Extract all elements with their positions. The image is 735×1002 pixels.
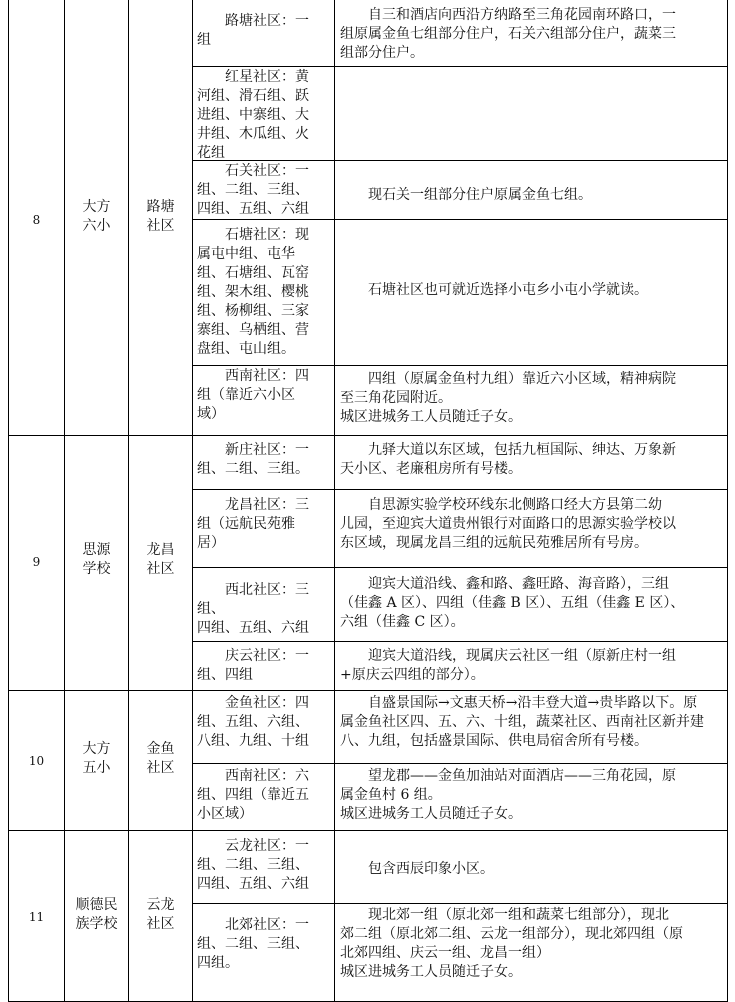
zone-description: 望龙郡——金鱼加油站对面酒店——三角花园，原 属金鱼村 6 组。 城区进城务工人员随迁子女。 — [340, 768, 676, 822]
zone-description: 四组（原属金鱼村九组）靠近六小区域，精神病院 至三角花园附近。 城区进城务工人员随迁子女。 — [340, 371, 676, 425]
zone-description: 九驿大道以东区域，包括九桓国际、绅达、万象新 天小区、老廉租房所有号楼。 — [340, 442, 676, 477]
row-divider — [192, 763, 728, 764]
sub-community: 西南社区：六 组、四组（靠近五 小区域） — [197, 768, 309, 822]
table-border-col2 — [128, 0, 129, 1002]
sub-community: 红星社区：黄 河组、滑石组、跃 进组、中寨组、大 井组、木瓜组、火 花组 — [197, 69, 309, 161]
sub-community: 新庄社区：一 组、二组、三组。 — [197, 442, 309, 477]
school-name: 大方 五小 — [82, 741, 111, 776]
zone-description: 包含西辰印象小区。 — [368, 861, 494, 877]
row-divider — [192, 641, 728, 642]
zone-description: 现北郊一组（原北郊一组和蔬菜七组部分），现北 郊二组（原北郊二组、云龙一组部分），现北郊四组（原 北郊四组、庆云一组、龙昌一组） 城区进城务工人员随迁子女。 — [340, 907, 683, 980]
row-divider — [192, 365, 728, 366]
zone-description: 迎宾大道沿线，现属庆云社区一组（原新庄村一组 +原庆云四组的部分）。 — [340, 648, 676, 683]
community-name: 龙昌 社区 — [146, 542, 175, 577]
group-divider — [8, 435, 728, 436]
row-divider — [192, 66, 728, 67]
group-number: 11 — [28, 910, 45, 924]
zone-description: 石塘社区也可就近选择小屯乡小屯小学就读。 — [368, 282, 648, 298]
group-number: 10 — [28, 754, 45, 768]
school-name: 顺德民 族学校 — [75, 897, 118, 932]
row-divider — [192, 219, 728, 220]
group-divider — [8, 690, 728, 691]
sub-community: 石关社区：一 组、二组、三组、 四组、五组、六组 — [197, 163, 309, 217]
zone-description: 迎宾大道沿线、鑫和路、鑫旺路、海音路），三组 （佳鑫 A 区）、四组（佳鑫 B 区）、五组（佳鑫 E 区）、 六组（佳鑫 C 区）。 — [340, 576, 685, 630]
zone-description: 自盛景国际→文惠天桥→沿丰登大道→贵毕路以下。原 属金鱼社区四、五、六、十组，蔬菜社区、西南社区新并建 八、九组，包括盛景国际、供电局宿舍所有号楼。 — [340, 695, 704, 749]
community-name: 金鱼 社区 — [146, 741, 175, 776]
group-number: 9 — [32, 555, 41, 569]
sub-community: 庆云社区：一 组、四组 — [197, 648, 309, 683]
row-divider — [192, 489, 728, 490]
table-border-col1 — [64, 0, 65, 1002]
sub-community: 石塘社区：现 属屯中组、屯华 组、石塘组、瓦窑 组、架木组、樱桃 组、杨柳组、三家 寨组、乌栖组、营 盘组、屯山组。 — [197, 227, 309, 357]
table-border-col3 — [192, 0, 193, 1002]
group-number: 8 — [32, 213, 41, 227]
row-divider — [192, 903, 728, 904]
school-name: 大方 六小 — [82, 199, 111, 234]
sub-community: 龙昌社区：三 组（远航民苑雅 居） — [197, 497, 309, 551]
community-name: 云龙 社区 — [146, 897, 175, 932]
row-divider — [192, 567, 728, 568]
zone-description: 现石关一组部分住户原属金鱼七组。 — [368, 187, 592, 203]
sub-community: 西南社区：四 组（靠近六小区 域） — [197, 368, 309, 422]
sub-community: 金鱼社区：四 组、五组、六组、 八组、九组、十组 — [197, 695, 309, 749]
zone-description: 自三和酒店向西沿方纳路至三角花园南环路口，一 组原属金鱼七组部分住户，石关六组部分住户，蔬菜三 组部分住户。 — [340, 7, 676, 61]
sub-community: 西北社区：三组、 四组、五组、六组 — [197, 582, 309, 636]
sub-community: 路塘社区：一 组 — [197, 13, 309, 48]
school-name: 思源 学校 — [82, 542, 111, 577]
table-border-right — [727, 0, 728, 1002]
sub-community: 云龙社区：一 组、二组、三组、 四组、五组、六组 — [197, 838, 309, 892]
group-divider — [8, 830, 728, 831]
community-name: 路塘 社区 — [146, 199, 175, 234]
table-border-col4 — [334, 0, 335, 1002]
table-border-left — [8, 0, 9, 1002]
zone-description: 自思源实验学校环线东北侧路口经大方县第二幼 儿园，至迎宾大道贵州银行对面路口的思源实验学校以 东区域，现属龙昌三组的远航民苑雅居所有号房。 — [340, 497, 676, 551]
sub-community: 北郊社区：一 组、二组、三组、 四组。 — [197, 917, 309, 971]
